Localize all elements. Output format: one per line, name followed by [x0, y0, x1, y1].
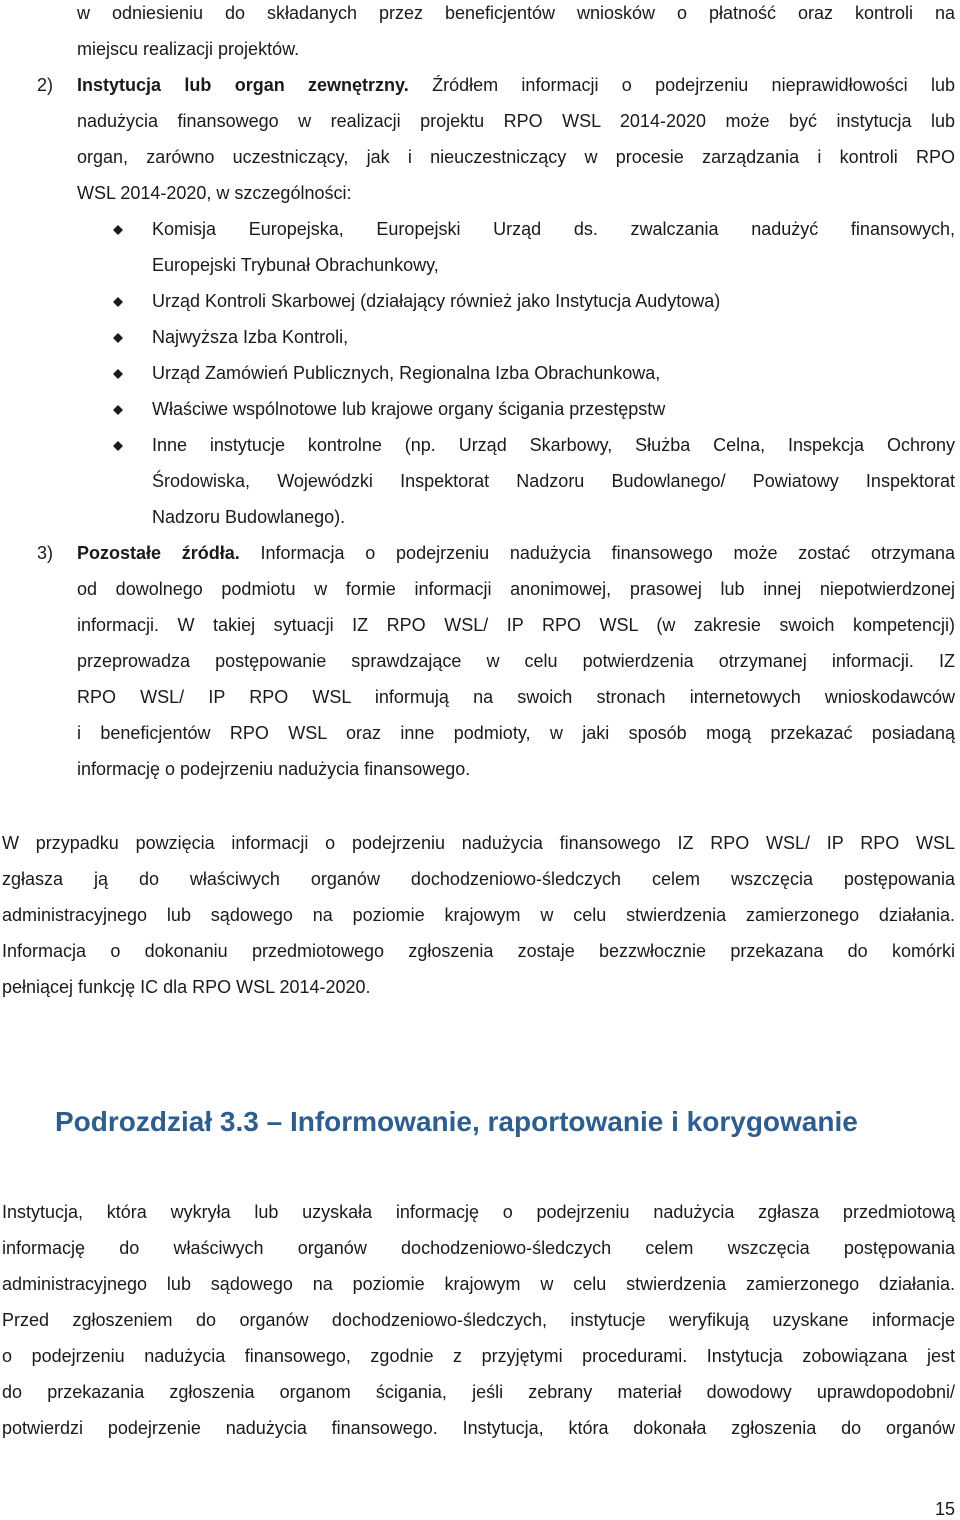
text-line: Instytucja, która wykryła lub uzyskała informację o podejrzeniu nadużycia zgłasza przedmiotową [2, 1202, 955, 1222]
text-line: WSL 2014-2020, w szczególności: [77, 183, 352, 203]
text-line: W przypadku powzięcia informacji o podejrzeniu nadużycia finansowego IZ RPO WSL/ IP RPO WSL [2, 833, 955, 853]
page-number: 15 [934, 1499, 955, 1519]
text-line: informacji. W takiej sytuacji IZ RPO WSL/ IP RPO WSL (w zakresie swoich kompetencji) [77, 615, 955, 635]
diamond-bullet-icon [113, 441, 123, 451]
text-line: do przekazania zgłoszenia organom ścigania, jeśli zebrany materiał dowodowy uprawdopodobni/ [2, 1382, 955, 1402]
text-line: potwierdzi podejrzenie nadużycia finansowego. Instytucja, która dokonała zgłoszenia do organów [2, 1418, 955, 1438]
list-number: 2) [37, 75, 54, 95]
bullet-text: Właściwe wspólnotowe lub krajowe organy ścigania przestępstw [152, 399, 666, 419]
text-line: w odniesieniu do składanych przez beneficjentów wniosków o płatność oraz kontroli na [77, 3, 955, 23]
list-item-title: Pozostałe źródła. [77, 543, 240, 563]
bullet-text: Urząd Kontroli Skarbowej (działający również jako Instytucja Audytowa) [152, 291, 721, 311]
diamond-bullet-icon [113, 297, 123, 307]
text-line: administracyjnego lub sądowego na poziomie krajowym w celu stwierdzenia zamierzonego działania. [2, 905, 955, 925]
text-line: od dowolnego podmiotu w formie informacji anonimowej, prasowej lub innej niepotwierdzonej [77, 579, 955, 599]
bullet-text: Nadzoru Budowlanego). [152, 507, 346, 527]
text-line: zgłasza ją do właściwych organów dochodzeniowo-śledczych celem wszczęcia postępowania [2, 869, 955, 889]
bullet-text: Inne instytucje kontrolne (np. Urząd Skarbowy, Służba Celna, Inspekcja Ochrony [152, 435, 955, 455]
text-line: informację o podejrzeniu nadużycia finansowego. [77, 759, 471, 779]
list-item-first-line [77, 542, 955, 564]
list-number: 3) [37, 543, 54, 563]
diamond-bullet-icon [113, 369, 123, 379]
text-line: RPO WSL/ IP RPO WSL informują na swoich stronach internetowych wnioskodawców [77, 687, 955, 707]
diamond-bullet-icon [113, 333, 123, 343]
text-run: Informacja o podejrzeniu nadużycia finansowego może zostać otrzymana [260, 543, 955, 563]
bullet-text: Środowiska, Wojewódzki Inspektorat Nadzoru Budowlanego/ Powiatowy Inspektorat [152, 471, 955, 491]
bullet-text: Europejski Trybunał Obrachunkowy, [152, 255, 439, 275]
list-item-first-line [77, 74, 955, 96]
bullet-text: Najwyższa Izba Kontroli, [152, 327, 349, 347]
text-line: nadużycia finansowego w realizacji projektu RPO WSL 2014-2020 może być instytucja lub [77, 111, 955, 131]
text-line: organ, zarówno uczestniczący, jak i nieuczestniczący w procesie zarządzania i kontroli RPO [77, 147, 955, 167]
diamond-bullet-icon [113, 405, 123, 415]
text-line: administracyjnego lub sądowego na poziomie krajowym w celu stwierdzenia zamierzonego działania. [2, 1274, 955, 1294]
text-line: miejscu realizacji projektów. [77, 39, 300, 59]
text-run: Źródłem informacji o podejrzeniu nieprawidłowości lub [432, 75, 955, 95]
text-line: informację do właściwych organów dochodzeniowo-śledczych celem wszczęcia postępowania [2, 1238, 955, 1258]
text-line: pełniącej funkcję IC dla RPO WSL 2014-2020. [2, 977, 371, 997]
text-line: Przed zgłoszeniem do organów dochodzeniowo-śledczych, instytucje weryfikują uzyskane informacje [2, 1310, 955, 1330]
section-heading: Podrozdział 3.3 – Informowanie, raportowanie i korygowanie [55, 1106, 858, 1137]
text-line: Informacja o dokonaniu przedmiotowego zgłoszenia zostaje bezzwłocznie przekazana do komórki [2, 941, 955, 961]
text-line: przeprowadza postępowanie sprawdzające w celu potwierdzenia otrzymanej informacji. IZ [77, 651, 955, 671]
list-item-title: Instytucja lub organ zewnętrzny. [77, 75, 409, 95]
text-line: o podejrzeniu nadużycia finansowego, zgodnie z przyjętymi procedurami. Instytucja zobowiązana jest [2, 1346, 955, 1366]
diamond-bullet-icon [113, 225, 123, 235]
bullet-text: Urząd Zamówień Publicznych, Regionalna Izba Obrachunkowa, [152, 363, 661, 383]
text-line: i beneficjentów RPO WSL oraz inne podmioty, w jaki sposób mogą przekazać posiadaną [77, 723, 955, 743]
bullet-text: Komisja Europejska, Europejski Urząd ds. zwalczania nadużyć finansowych, [152, 219, 955, 239]
